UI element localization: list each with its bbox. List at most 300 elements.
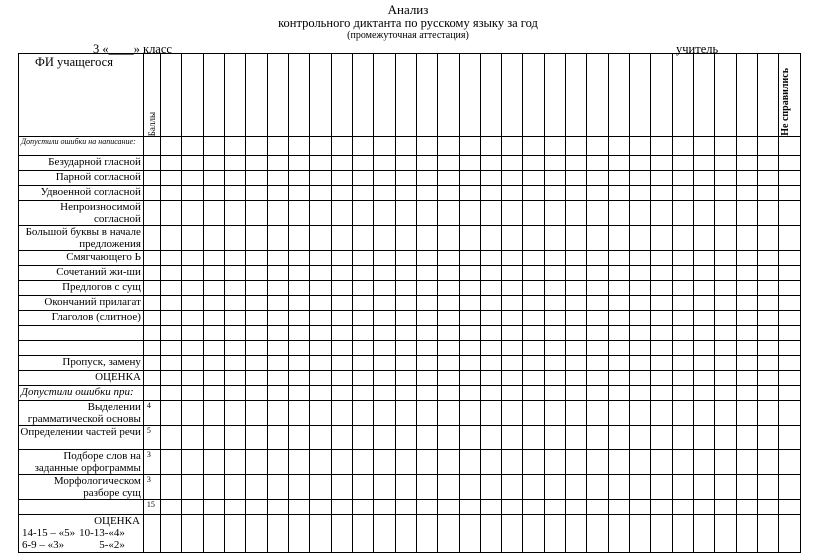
student-cell[interactable] [225,500,246,515]
student-cell[interactable] [374,156,395,171]
student-cell[interactable] [608,281,629,296]
student-cell[interactable] [416,386,437,401]
student-cell[interactable] [736,500,757,515]
student-name-cell[interactable] [587,54,608,137]
student-cell[interactable] [587,171,608,186]
student-cell[interactable] [779,311,801,326]
student-cell[interactable] [502,296,523,311]
student-cell[interactable] [459,326,480,341]
student-cell[interactable] [566,475,587,500]
student-cell[interactable] [480,450,501,475]
student-cell[interactable] [608,515,629,553]
student-cell[interactable] [267,266,288,281]
student-cell[interactable] [352,475,373,500]
student-cell[interactable] [246,226,267,251]
student-cell[interactable] [630,450,651,475]
student-cell[interactable] [693,156,714,171]
student-cell[interactable] [352,356,373,371]
student-cell[interactable] [502,326,523,341]
student-cell[interactable] [566,450,587,475]
student-cell[interactable] [672,137,693,156]
student-cell[interactable] [672,281,693,296]
student-cell[interactable] [608,226,629,251]
student-cell[interactable] [630,401,651,426]
student-cell[interactable] [566,251,587,266]
student-cell[interactable] [182,311,203,326]
student-cell[interactable] [161,201,182,226]
student-cell[interactable] [438,266,459,281]
student-cell[interactable] [587,186,608,201]
student-cell[interactable] [395,371,416,386]
student-cell[interactable] [693,356,714,371]
student-cell[interactable] [225,341,246,356]
student-cell[interactable] [310,266,331,281]
student-cell[interactable] [203,356,224,371]
student-cell[interactable] [480,201,501,226]
student-cell[interactable] [374,251,395,266]
student-cell[interactable] [757,281,778,296]
student-cell[interactable] [608,426,629,450]
student-cell[interactable] [416,156,437,171]
student-cell[interactable] [331,171,352,186]
student-cell[interactable] [736,371,757,386]
student-cell[interactable] [630,341,651,356]
student-cell[interactable] [523,475,544,500]
student-cell[interactable] [693,201,714,226]
student-cell[interactable] [459,475,480,500]
student-cell[interactable] [246,371,267,386]
student-cell[interactable] [566,515,587,553]
student-cell[interactable] [630,386,651,401]
student-cell[interactable] [203,500,224,515]
student-cell[interactable] [416,326,437,341]
student-cell[interactable] [331,311,352,326]
student-cell[interactable] [779,137,801,156]
student-cell[interactable] [246,475,267,500]
student-cell[interactable] [438,201,459,226]
student-cell[interactable] [331,515,352,553]
student-cell[interactable] [310,311,331,326]
student-cell[interactable] [331,226,352,251]
student-name-cell[interactable] [757,54,778,137]
student-cell[interactable] [225,450,246,475]
student-cell[interactable] [225,356,246,371]
student-cell[interactable] [161,186,182,201]
student-cell[interactable] [416,296,437,311]
student-cell[interactable] [203,426,224,450]
student-cell[interactable] [267,201,288,226]
student-cell[interactable] [267,341,288,356]
student-cell[interactable] [182,186,203,201]
student-cell[interactable] [566,266,587,281]
student-cell[interactable] [459,171,480,186]
student-cell[interactable] [651,266,672,281]
student-cell[interactable] [310,156,331,171]
student-cell[interactable] [544,426,565,450]
student-cell[interactable] [438,450,459,475]
student-cell[interactable] [630,201,651,226]
student-cell[interactable] [331,201,352,226]
student-cell[interactable] [672,341,693,356]
student-cell[interactable] [651,251,672,266]
student-cell[interactable] [630,266,651,281]
student-cell[interactable] [544,171,565,186]
student-cell[interactable] [480,156,501,171]
student-cell[interactable] [374,356,395,371]
student-cell[interactable] [608,311,629,326]
student-cell[interactable] [566,156,587,171]
student-cell[interactable] [608,201,629,226]
student-cell[interactable] [203,226,224,251]
student-cell[interactable] [523,251,544,266]
student-cell[interactable] [374,201,395,226]
student-cell[interactable] [395,281,416,296]
student-cell[interactable] [161,296,182,311]
student-cell[interactable] [736,341,757,356]
student-cell[interactable] [502,450,523,475]
student-cell[interactable] [374,515,395,553]
student-name-cell[interactable] [715,54,736,137]
student-cell[interactable] [480,371,501,386]
student-cell[interactable] [736,515,757,553]
student-cell[interactable] [416,371,437,386]
student-cell[interactable] [523,226,544,251]
student-cell[interactable] [587,137,608,156]
student-cell[interactable] [672,201,693,226]
student-cell[interactable] [395,201,416,226]
student-cell[interactable] [757,326,778,341]
student-cell[interactable] [779,186,801,201]
student-cell[interactable] [289,137,310,156]
student-cell[interactable] [161,266,182,281]
student-cell[interactable] [480,137,501,156]
student-cell[interactable] [459,226,480,251]
student-cell[interactable] [331,356,352,371]
student-cell[interactable] [608,500,629,515]
student-cell[interactable] [502,515,523,553]
student-cell[interactable] [523,426,544,450]
student-cell[interactable] [651,311,672,326]
student-cell[interactable] [715,311,736,326]
student-cell[interactable] [736,281,757,296]
student-cell[interactable] [608,371,629,386]
student-cell[interactable] [267,515,288,553]
student-cell[interactable] [438,251,459,266]
student-cell[interactable] [757,401,778,426]
student-cell[interactable] [523,171,544,186]
student-cell[interactable] [779,475,801,500]
student-cell[interactable] [715,386,736,401]
student-cell[interactable] [182,326,203,341]
student-cell[interactable] [608,356,629,371]
student-cell[interactable] [225,186,246,201]
student-cell[interactable] [672,386,693,401]
student-cell[interactable] [544,281,565,296]
student-cell[interactable] [395,186,416,201]
student-cell[interactable] [416,201,437,226]
student-cell[interactable] [523,500,544,515]
student-cell[interactable] [225,251,246,266]
student-cell[interactable] [310,341,331,356]
student-cell[interactable] [502,356,523,371]
student-cell[interactable] [779,371,801,386]
student-cell[interactable] [310,281,331,296]
student-cell[interactable] [352,186,373,201]
student-cell[interactable] [459,201,480,226]
student-cell[interactable] [203,326,224,341]
student-cell[interactable] [693,515,714,553]
student-cell[interactable] [693,251,714,266]
student-name-cell[interactable] [523,54,544,137]
student-cell[interactable] [438,226,459,251]
student-cell[interactable] [267,356,288,371]
student-cell[interactable] [757,137,778,156]
student-cell[interactable] [672,311,693,326]
student-cell[interactable] [651,356,672,371]
student-cell[interactable] [523,296,544,311]
student-cell[interactable] [715,341,736,356]
student-cell[interactable] [736,226,757,251]
student-cell[interactable] [672,226,693,251]
student-cell[interactable] [736,186,757,201]
student-cell[interactable] [267,371,288,386]
student-cell[interactable] [203,186,224,201]
student-cell[interactable] [608,386,629,401]
student-cell[interactable] [544,401,565,426]
student-cell[interactable] [779,226,801,251]
student-cell[interactable] [459,296,480,311]
student-cell[interactable] [182,356,203,371]
student-cell[interactable] [374,226,395,251]
student-cell[interactable] [438,137,459,156]
student-cell[interactable] [566,500,587,515]
student-cell[interactable] [651,401,672,426]
student-cell[interactable] [416,356,437,371]
student-cell[interactable] [416,281,437,296]
student-cell[interactable] [225,171,246,186]
student-cell[interactable] [779,386,801,401]
student-cell[interactable] [395,296,416,311]
student-cell[interactable] [331,426,352,450]
student-cell[interactable] [757,515,778,553]
student-cell[interactable] [651,281,672,296]
student-cell[interactable] [289,426,310,450]
student-cell[interactable] [608,296,629,311]
student-cell[interactable] [779,426,801,450]
student-cell[interactable] [161,137,182,156]
student-cell[interactable] [289,356,310,371]
student-cell[interactable] [416,515,437,553]
student-cell[interactable] [480,281,501,296]
student-cell[interactable] [331,500,352,515]
student-cell[interactable] [523,371,544,386]
student-cell[interactable] [395,500,416,515]
student-cell[interactable] [587,386,608,401]
student-cell[interactable] [246,266,267,281]
student-cell[interactable] [310,426,331,450]
student-cell[interactable] [182,386,203,401]
student-cell[interactable] [502,171,523,186]
student-cell[interactable] [416,341,437,356]
student-cell[interactable] [374,401,395,426]
student-cell[interactable] [523,201,544,226]
student-cell[interactable] [587,401,608,426]
student-cell[interactable] [395,401,416,426]
student-cell[interactable] [374,186,395,201]
student-cell[interactable] [459,515,480,553]
student-cell[interactable] [630,171,651,186]
student-cell[interactable] [523,450,544,475]
student-name-cell[interactable] [693,54,714,137]
student-name-cell[interactable] [331,54,352,137]
student-cell[interactable] [736,156,757,171]
student-cell[interactable] [331,186,352,201]
student-cell[interactable] [310,356,331,371]
student-cell[interactable] [779,281,801,296]
student-cell[interactable] [480,401,501,426]
student-cell[interactable] [267,281,288,296]
student-cell[interactable] [651,500,672,515]
student-cell[interactable] [608,450,629,475]
student-cell[interactable] [182,281,203,296]
student-cell[interactable] [161,356,182,371]
student-cell[interactable] [779,201,801,226]
student-cell[interactable] [715,371,736,386]
student-cell[interactable] [757,251,778,266]
student-cell[interactable] [352,251,373,266]
student-cell[interactable] [544,386,565,401]
student-cell[interactable] [651,515,672,553]
student-cell[interactable] [715,356,736,371]
student-cell[interactable] [310,201,331,226]
student-cell[interactable] [182,296,203,311]
student-cell[interactable] [225,137,246,156]
student-cell[interactable] [246,500,267,515]
student-cell[interactable] [779,156,801,171]
student-cell[interactable] [161,475,182,500]
student-cell[interactable] [608,401,629,426]
student-cell[interactable] [630,281,651,296]
student-cell[interactable] [779,326,801,341]
student-cell[interactable] [523,311,544,326]
student-cell[interactable] [693,500,714,515]
student-cell[interactable] [587,475,608,500]
student-name-cell[interactable] [438,54,459,137]
student-cell[interactable] [225,371,246,386]
student-cell[interactable] [502,281,523,296]
student-cell[interactable] [352,201,373,226]
student-name-cell[interactable] [161,54,182,137]
student-cell[interactable] [459,137,480,156]
student-cell[interactable] [267,386,288,401]
student-cell[interactable] [289,450,310,475]
student-cell[interactable] [587,341,608,356]
student-cell[interactable] [480,171,501,186]
student-cell[interactable] [246,251,267,266]
student-cell[interactable] [502,401,523,426]
student-cell[interactable] [544,296,565,311]
student-cell[interactable] [416,401,437,426]
student-cell[interactable] [331,371,352,386]
student-cell[interactable] [757,426,778,450]
student-cell[interactable] [757,156,778,171]
student-cell[interactable] [651,186,672,201]
student-cell[interactable] [246,401,267,426]
student-cell[interactable] [736,266,757,281]
student-cell[interactable] [459,401,480,426]
student-cell[interactable] [480,266,501,281]
student-cell[interactable] [438,386,459,401]
student-cell[interactable] [480,226,501,251]
student-cell[interactable] [161,341,182,356]
student-cell[interactable] [779,341,801,356]
student-cell[interactable] [757,341,778,356]
student-name-cell[interactable] [267,54,288,137]
student-cell[interactable] [310,326,331,341]
student-cell[interactable] [267,500,288,515]
student-cell[interactable] [374,296,395,311]
student-cell[interactable] [246,356,267,371]
student-cell[interactable] [289,515,310,553]
student-cell[interactable] [161,386,182,401]
student-cell[interactable] [480,341,501,356]
student-cell[interactable] [544,326,565,341]
student-cell[interactable] [246,296,267,311]
student-cell[interactable] [715,326,736,341]
student-cell[interactable] [395,356,416,371]
student-cell[interactable] [715,401,736,426]
student-cell[interactable] [651,326,672,341]
student-cell[interactable] [246,137,267,156]
student-cell[interactable] [203,401,224,426]
student-cell[interactable] [566,341,587,356]
student-cell[interactable] [459,386,480,401]
student-cell[interactable] [352,401,373,426]
student-cell[interactable] [352,281,373,296]
student-cell[interactable] [480,356,501,371]
student-cell[interactable] [310,371,331,386]
student-cell[interactable] [651,137,672,156]
student-cell[interactable] [310,296,331,311]
student-cell[interactable] [566,186,587,201]
student-cell[interactable] [587,281,608,296]
student-cell[interactable] [651,201,672,226]
student-cell[interactable] [779,450,801,475]
student-cell[interactable] [779,500,801,515]
student-cell[interactable] [672,515,693,553]
student-cell[interactable] [225,156,246,171]
student-cell[interactable] [161,500,182,515]
student-cell[interactable] [267,401,288,426]
student-cell[interactable] [693,311,714,326]
student-cell[interactable] [416,500,437,515]
student-cell[interactable] [566,226,587,251]
student-cell[interactable] [693,475,714,500]
student-cell[interactable] [757,186,778,201]
student-cell[interactable] [352,171,373,186]
student-cell[interactable] [438,186,459,201]
student-cell[interactable] [715,281,736,296]
student-cell[interactable] [651,171,672,186]
student-cell[interactable] [757,500,778,515]
student-cell[interactable] [395,515,416,553]
student-cell[interactable] [182,226,203,251]
student-cell[interactable] [480,386,501,401]
student-cell[interactable] [693,296,714,311]
student-cell[interactable] [310,186,331,201]
student-cell[interactable] [757,171,778,186]
student-cell[interactable] [267,137,288,156]
